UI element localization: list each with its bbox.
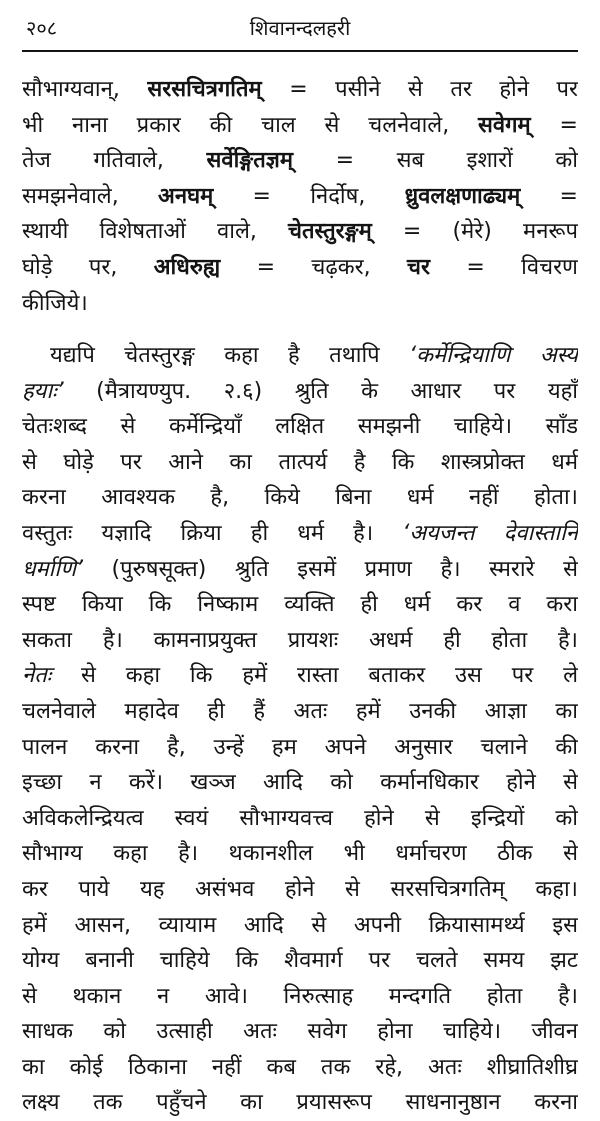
text-line — [22, 872, 578, 908]
text-segment: = निर्दोष, — [213, 183, 405, 209]
text-segment: स्पष्ट किया कि निष्काम व्यक्ति ही धर्म कर व करा — [22, 592, 578, 618]
text-segment: हमें आसन, व्यायाम आदि से अपनी क्रियासामर्थ्य इस — [22, 912, 578, 938]
text-line — [22, 445, 578, 481]
text-segment: = सब इशारों को — [293, 148, 578, 174]
text-segment: चलनेवाले महादेव ही हैं अतः हमें उनकी आज्ञा का — [22, 698, 578, 724]
text-segment: से घोड़े पर आने का तात्पर्य है कि शास्त्रप्रोक्त धर्म — [22, 449, 578, 475]
text-line — [22, 374, 578, 410]
text-line — [22, 214, 578, 250]
text-segment: कर पाये यह असंभव होने से सरसचित्रगतिम् कहा। — [22, 876, 578, 902]
text-line — [22, 1085, 578, 1121]
text-line — [22, 480, 578, 516]
text-line — [22, 730, 578, 766]
text-line — [22, 908, 578, 944]
paragraph-verse-meaning — [22, 72, 578, 321]
text-line — [22, 409, 578, 445]
text-line — [22, 1014, 578, 1050]
text-segment: समझनेवाले, — [22, 183, 159, 209]
term-bold: अधिरुह्य — [153, 254, 221, 280]
quote-italic: हयाः’ — [22, 378, 64, 404]
text-segment: सौभाग्यवान्, — [22, 77, 148, 102]
quote-italic: ‘अयजन्त देवास्तानि — [402, 520, 578, 546]
term-bold: सवेगम् — [478, 112, 531, 138]
text-line — [22, 516, 578, 552]
paragraph-commentary — [22, 338, 578, 1121]
text-segment: = (मेरे) मनरूप — [371, 219, 578, 245]
term-bold: चर — [407, 254, 430, 280]
text-line — [22, 179, 578, 215]
text-segment: करना आवश्यक है, किये बिना धर्म नहीं होता। — [22, 485, 578, 511]
text-segment: अविकलेन्द्रियत्व स्वयं सौभाग्यवत्त्व होने से इन्द्रियों को — [22, 805, 578, 831]
term-bold: अनघम् — [158, 183, 214, 209]
text-segment: वस्तुतः यज्ञादि क्रिया ही धर्म है। — [22, 520, 403, 546]
text-line — [22, 552, 578, 588]
text-line — [22, 979, 578, 1015]
text-segment: का कोई ठिकाना नहीं कब तक रहे, अतः शीघ्रातिशीघ्र — [22, 1054, 578, 1080]
text-line — [22, 250, 578, 286]
text-line — [22, 765, 578, 801]
text-segment: = चढ़कर, — [220, 254, 408, 280]
header-rule — [22, 50, 578, 52]
text-segment: इच्छा न करें। खञ्ज आदि को कर्मानधिकार होने से — [22, 770, 578, 796]
text-segment: से कहा कि हमें रास्ता बताकर उस पर ले — [51, 663, 578, 689]
text-line — [22, 286, 578, 322]
text-segment: चेतःशब्द से कर्मेन्द्रियाँ लक्षित समझनी चाहिये। साँड — [22, 414, 578, 440]
quote-italic: ‘कर्मेन्द्रियाणि अस्य — [409, 343, 578, 368]
text-line — [22, 943, 578, 979]
text-segment: योग्य बनानी चाहिये कि शैवमार्ग पर चलते समय झट — [22, 948, 578, 974]
quote-italic: नेतः — [22, 663, 52, 689]
text-segment: = — [530, 112, 578, 138]
text-line — [22, 338, 578, 374]
text-line — [22, 72, 578, 108]
text-segment: से थकान न आवे। निरुत्साह मन्दगति होता है। — [22, 983, 578, 1009]
text-segment: यद्यपि चेतस्तुरङ्ग कहा है तथापि — [50, 343, 410, 368]
text-line — [22, 108, 578, 144]
text-segment: पालन करना है, उन्हें हम अपने अनुसार चलाने की — [22, 734, 578, 760]
text-segment: स्थायी विशेषताओं वाले, — [22, 219, 289, 245]
text-segment: सौभाग्य कहा है। थकानशील भी धर्माचरण ठीक से — [22, 841, 578, 867]
text-segment: = विचरण — [429, 254, 578, 280]
text-segment: सकता है। कामनाप्रयुक्त प्रायशः अधर्म ही होता है। — [22, 627, 578, 653]
text-segment: कीजिये। — [22, 290, 88, 316]
text-line — [22, 658, 578, 694]
quote-italic: धर्माणि’ — [22, 556, 83, 582]
text-line — [22, 801, 578, 837]
page-number: २०८ — [26, 16, 58, 40]
text-line — [22, 587, 578, 623]
running-title: शिवानन्दलहरी — [249, 16, 351, 40]
term-bold: सर्वेङ्गितज्ञम् — [206, 148, 294, 174]
text-segment: लक्ष्य तक पहुँचने का प्रयासरूप साधनानुष्ठान करना — [22, 1090, 578, 1116]
term-bold: चेतस्तुरङ्गम् — [288, 219, 372, 245]
text-segment: भी नाना प्रकार की चाल से चलनेवाले, — [22, 112, 479, 138]
text-line — [22, 836, 578, 872]
text-segment: = पसीने से तर होने पर — [261, 77, 578, 102]
text-segment: = — [520, 183, 578, 209]
text-line — [22, 623, 578, 659]
term-bold: ध्रुवलक्षणाढ्यम् — [404, 183, 521, 209]
page-header — [26, 14, 574, 48]
text-segment: तेज गतिवाले, — [22, 148, 207, 174]
text-segment: साधक को उत्साही अतः सवेग होना चाहिये। जीवन — [22, 1019, 578, 1045]
text-segment: घोड़े पर, — [22, 254, 154, 280]
text-segment: (पुरुषसूक्त) श्रुति इसमें प्रमाण है। स्मरारे से — [82, 556, 578, 582]
text-line — [22, 1050, 578, 1086]
term-bold: सरसचित्रगतिम् — [147, 77, 262, 102]
text-segment: (मैत्रायण्युप. २.६) श्रुति के आधार पर यहाँ — [63, 378, 578, 404]
text-line — [22, 143, 578, 179]
text-line — [22, 694, 578, 730]
